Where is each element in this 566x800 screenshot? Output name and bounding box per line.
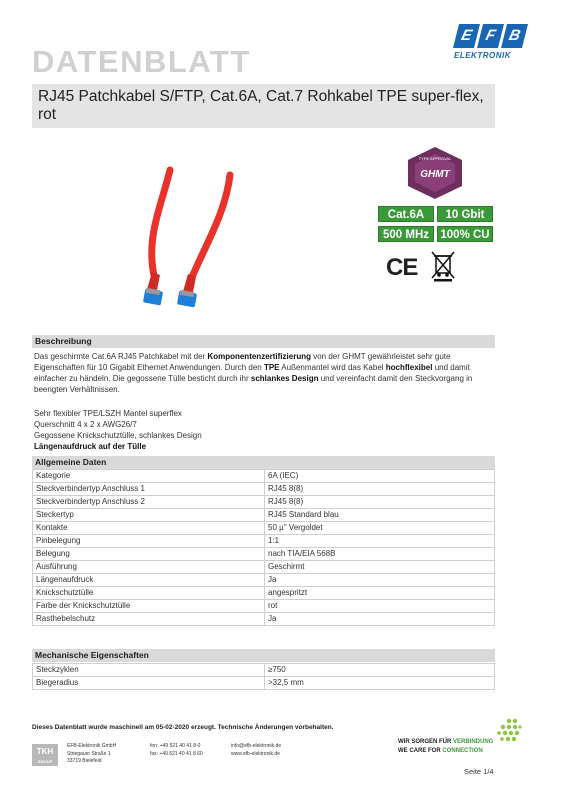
section-heading-beschreibung: Beschreibung <box>32 335 495 348</box>
svg-text:TYPE APPROVAL: TYPE APPROVAL <box>418 156 452 161</box>
table-row <box>33 613 495 626</box>
cable-product-image <box>100 160 250 320</box>
feature-item: Querschnitt 4 x 2 x AWG26/7 <box>34 420 137 429</box>
feature-list <box>34 408 202 452</box>
dot-grid-logo-icon <box>496 718 522 744</box>
table-row <box>33 522 495 535</box>
spec-label: Kontakte <box>33 522 265 535</box>
tag-copper: 100% CU <box>437 226 493 242</box>
description-paragraph: Das geschirmte Cat.6A RJ45 Patchkabel mit der Komponentenzertifizierung von der GHMT gewährleistet sehr gute Eigenschaften für 10 Gigabit Ethernet Anwendungen. Durch den TPE Außenmantel wird das Kabel hochflexibel und damit einfacher zu händeln. Die gegossene Tülle besticht durch ihr schlankes Design und vereinfacht damit den Steckvorgang in beengten Verhältnissen. <box>34 352 473 394</box>
efb-logo <box>454 24 526 70</box>
spec-value: angespritzt <box>265 587 495 600</box>
table-row <box>33 587 495 600</box>
feature-item: Gegossene Knickschutztülle, schlankes Design <box>34 431 202 440</box>
spec-value: 1:1 <box>265 535 495 548</box>
table-row <box>33 470 495 483</box>
logo-letter-e: E <box>453 24 480 48</box>
spec-value: RJ45 8(8) <box>265 496 495 509</box>
company-slogan: WIR SORGEN FÜR VERBINDUNG WE CARE FOR CONNECTION <box>398 739 494 754</box>
spec-label: Biegeradius <box>33 677 265 690</box>
spec-label: Kategorie <box>33 470 265 483</box>
spec-label: Steckverbindertyp Anschluss 2 <box>33 496 265 509</box>
spec-label: Belegung <box>33 548 265 561</box>
weee-crossed-bin-icon <box>430 250 456 282</box>
company-web <box>231 743 281 758</box>
table-row <box>33 548 495 561</box>
tkh-group-logo: TKH GROUP <box>32 744 58 766</box>
spec-label: Rasthebelschutz <box>33 613 265 626</box>
section-heading-allgemeine-daten: Allgemeine Daten <box>32 456 495 469</box>
spec-label: Steckertyp <box>33 509 265 522</box>
spec-label: Steckzyklen <box>33 664 265 677</box>
product-title: RJ45 Patchkabel S/FTP, Cat.6A, Cat.7 Rohkabel TPE super-flex, rot <box>32 84 495 128</box>
feature-item: Sehr flexibler TPE/LSZH Mantel superflex <box>34 409 182 418</box>
footer-disclaimer: Dieses Datenblatt wurde maschinell am 05-02-2020 erzeugt. Technische Änderungen vorbehalten. <box>32 724 334 731</box>
spec-value: 6A (IEC) <box>265 470 495 483</box>
mechanical-data-table <box>32 663 495 690</box>
table-row <box>33 496 495 509</box>
email-link[interactable]: info@efb-elektronik.de <box>231 743 282 749</box>
spec-label: Pinbelegung <box>33 535 265 548</box>
table-row <box>33 561 495 574</box>
spec-label: Farbe der Knickschutztülle <box>33 600 265 613</box>
general-data-table <box>32 469 495 626</box>
table-row <box>33 509 495 522</box>
logo-letter-f: F <box>477 24 504 48</box>
ghmt-type-approval-badge <box>404 146 466 200</box>
tag-frequency: 500 MHz <box>378 226 434 242</box>
logo-letter-b: B <box>501 24 528 48</box>
tag-category: Cat.6A <box>378 206 434 222</box>
spec-value: 50 µ" Vergoldet <box>265 522 495 535</box>
logo-subtext: ELEKTRONIK <box>454 51 511 60</box>
spec-value: Geschirmt <box>265 561 495 574</box>
company-address: EFB-Elektronik GmbH Striegauer Straße 1 33719 Bielefeld <box>67 743 117 764</box>
spec-value: RJ45 8(8) <box>265 483 495 496</box>
spec-label: Ausführung <box>33 561 265 574</box>
spec-value: rot <box>265 600 495 613</box>
table-row <box>33 483 495 496</box>
spec-label: Steckverbindertyp Anschluss 1 <box>33 483 265 496</box>
page-number: Seite 1/4 <box>464 767 494 776</box>
table-row <box>33 664 495 677</box>
spec-tags <box>378 205 496 245</box>
feature-item-bold: Längenaufdruck auf der Tülle <box>34 442 147 451</box>
table-row <box>33 600 495 613</box>
spec-value: Ja <box>265 613 495 626</box>
website-link[interactable]: www.efb-elektronik.de <box>231 750 280 757</box>
spec-label: Knickschutztülle <box>33 587 265 600</box>
spec-value: >32,5 mm <box>265 677 495 690</box>
page-title: DATENBLATT <box>32 44 251 79</box>
spec-label: Längenaufdruck <box>33 574 265 587</box>
spec-value: Ja <box>265 574 495 587</box>
spec-value: nach TIA/EIA 568B <box>265 548 495 561</box>
table-row <box>33 677 495 690</box>
svg-text:GHMT: GHMT <box>420 169 450 180</box>
spec-value: ≥750 <box>265 664 495 677</box>
company-phone: fon: +49 521 40 41 8-0 fax: +49 521 40 41 8 60 <box>150 743 203 757</box>
ce-mark-icon: CE <box>386 254 418 281</box>
spec-value: RJ45 Standard blau <box>265 509 495 522</box>
tag-speed: 10 Gbit <box>437 206 493 222</box>
table-row <box>33 535 495 548</box>
table-row <box>33 574 495 587</box>
section-heading-mechanische-eigenschaften: Mechanische Eigenschaften <box>32 649 495 662</box>
